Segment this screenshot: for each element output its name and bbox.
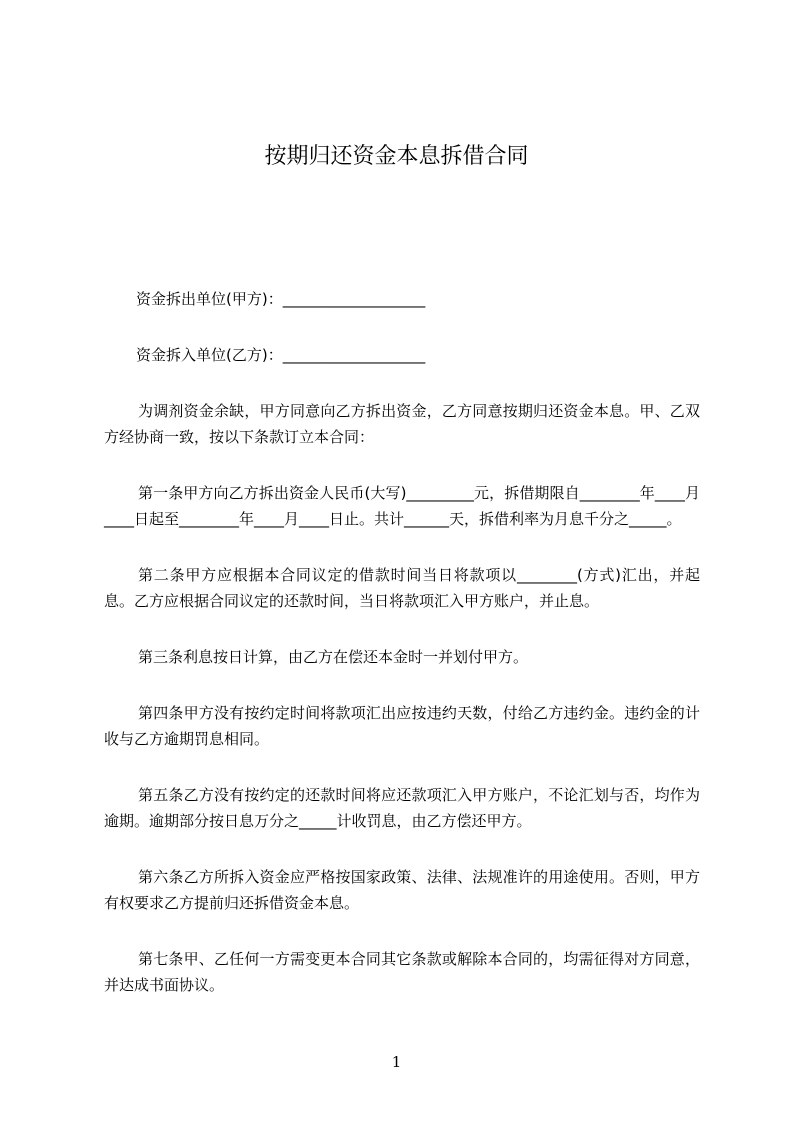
document-title: 按期归还资金本息拆借合同 — [264, 144, 529, 169]
article-6: 第六条乙方所拆入资金应严格按国家政策、法律、法规准许的用途使用。否则，甲方有权要求乙方提前归还拆借资金本息。 — [104, 868, 700, 912]
preamble-paragraph: 为调剂资金余缺，甲方同意向乙方拆出资金，乙方同意按期归还资金本息。甲、乙双方经协商一致，按以下条款订立本合同： — [104, 402, 700, 446]
article-5: 第五条乙方没有按约定的还款时间将应还款项汇入甲方账户，不论汇划与否，均作为逾期。逾期部分按日息万分之_____计收罚息，由乙方偿还甲方。 — [104, 786, 700, 830]
party-b-line: 资金拆入单位(乙方)：___________________ — [136, 346, 426, 364]
party-a-line: 资金拆出单位(甲方)：___________________ — [136, 290, 426, 308]
article-4: 第四条甲方没有按约定时间将款项汇出应按违约天数，付给乙方违约金。违约金的计收与乙方逾期罚息相同。 — [104, 704, 700, 748]
article-1: 第一条甲方向乙方拆出资金人民币(大写)_________元，拆借期限自________年____月____日起至________年____月____日止。共计______天，拆借利率为月息千分之_____。 — [104, 484, 700, 528]
page-number: 1 — [391, 1053, 402, 1071]
article-3: 第三条利息按日计算，由乙方在偿还本金时一并划付甲方。 — [138, 648, 529, 666]
article-7: 第七条甲、乙任何一方需变更本合同其它条款或解除本合同的，均需征得对方同意，并达成书面协议。 — [104, 950, 700, 994]
article-2: 第二条甲方应根据本合同议定的借款时间当日将款项以________(方式)汇出，并起息。乙方应根据合同议定的还款时间，当日将款项汇入甲方账户，并止息。 — [104, 566, 700, 610]
document-body — [104, 286, 700, 1028]
